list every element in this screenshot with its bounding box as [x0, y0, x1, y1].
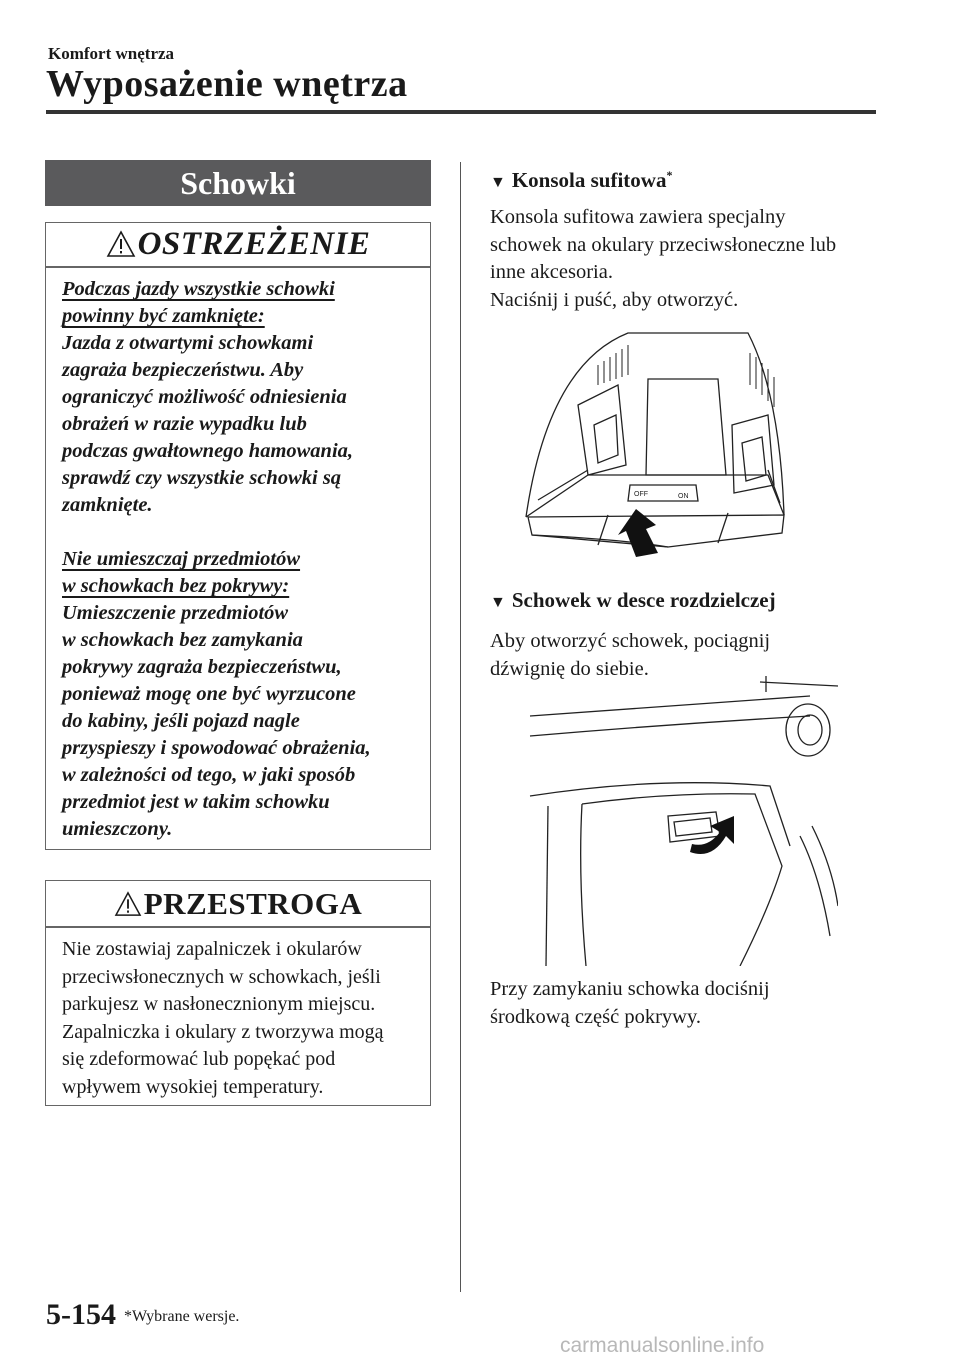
warning-line: w zależności od tego, w jaki sposób — [62, 764, 356, 786]
section-label: Komfort wnętrza — [48, 44, 175, 63]
paragraph-gap — [62, 519, 424, 546]
text-line: Naciśnij i puść, aby otworzyć. — [490, 288, 739, 311]
text-line: środkową część pokrywy. — [490, 1005, 702, 1028]
caution-body — [62, 936, 426, 1101]
caution-line: się zdeformować lub popękać pod — [62, 1048, 336, 1070]
section-band-title: Schowki — [45, 160, 431, 206]
header-rule — [46, 110, 876, 114]
caution-header — [46, 882, 430, 926]
warning-para2-heading-2: w schowkach bez pokrywy: — [62, 575, 290, 597]
text-line: dźwignię do siebie. — [490, 657, 649, 680]
warning-line: ograniczyć możliwość odniesienia — [62, 386, 347, 408]
warning-line: zagraża bezpieczeństwu. Aby — [62, 359, 304, 381]
console-off-label: OFF — [634, 491, 648, 498]
footnote-optional: *Wybrane wersje. — [124, 1308, 240, 1325]
caution-line: wpływem wysokiej temperatury. — [62, 1075, 324, 1098]
text-line: inne akcesoria. — [490, 261, 613, 283]
pull-arrow-icon — [690, 816, 734, 854]
text-line: schowek na okulary przeciwsłoneczne lub — [490, 233, 837, 256]
warning-line: sprawdź czy wszystkie schowki są — [62, 467, 342, 489]
warning-para1-heading-2: powinny być zamknięte: — [62, 305, 265, 327]
warning-para1-heading-1: Podczas jazdy wszystkie schowki — [62, 278, 335, 300]
warning-line: przedmiot jest w takim schowku — [62, 791, 330, 813]
section-heading-glove-box — [490, 588, 776, 613]
warning-line: przyspieszy i spowodować obrażenia, — [62, 737, 371, 759]
warning-line: do kabiny, jeśli pojazd nagle — [62, 710, 300, 732]
warning-header — [46, 223, 430, 265]
warning-line: Umieszczenie przedmiotów — [62, 602, 289, 624]
caution-line: parkujesz w nasłonecznionym miejscu. — [62, 993, 376, 1015]
warning-line: w schowkach bez zamykania — [62, 629, 303, 651]
caution-line: Nie zostawiaj zapalniczek i okularów — [62, 938, 362, 960]
caution-rule — [46, 926, 430, 928]
warning-line: Jazda z otwartymi schowkami — [62, 332, 314, 354]
overhead-console-text — [490, 204, 870, 314]
warning-line: ponieważ mogę one być wyrzucone — [62, 683, 356, 705]
warning-line: zamknięte. — [62, 494, 153, 516]
glove-box-illustration — [520, 676, 838, 966]
warning-body — [62, 276, 424, 843]
column-divider — [460, 162, 461, 1292]
section-title: Konsola sufitowa — [511, 168, 667, 192]
warning-title: OSTRZEŻENIE — [137, 226, 371, 262]
warning-line: podczas gwałtownego hamowania, — [62, 440, 354, 462]
text-line: Konsola sufitowa zawiera specjalny — [490, 206, 786, 228]
glove-box-closing-text — [490, 976, 870, 1031]
warning-line: obrażeń w razie wypadku lub — [62, 413, 307, 435]
watermark: carmanualsonline.info — [560, 1334, 765, 1357]
triangle-marker-icon: ▼ — [490, 174, 506, 191]
warning-triangle-icon — [106, 230, 136, 258]
caution-title: PRZESTROGA — [143, 886, 363, 921]
page-title: Wyposażenie wnętrza — [46, 63, 408, 105]
text-line: Przy zamykaniu schowka dociśnij — [490, 978, 770, 1000]
page-number: 5-154 — [46, 1298, 116, 1331]
warning-line: pokrywy zagraża bezpieczeństwu, — [62, 656, 342, 678]
warning-rule — [46, 266, 430, 268]
warning-para2-heading-1: Nie umieszczaj przedmiotów — [62, 548, 301, 570]
console-on-label: ON — [678, 493, 689, 500]
warning-triangle-icon — [114, 891, 142, 917]
section-heading-overhead-console — [490, 168, 672, 193]
glove-box-text — [490, 628, 870, 683]
overhead-console-illustration — [518, 325, 786, 557]
warning-line: umieszczony. — [62, 818, 173, 840]
optional-star: * — [666, 168, 673, 182]
caution-line: przeciwsłonecznych w schowkach, jeśli — [62, 965, 381, 988]
triangle-marker-icon: ▼ — [490, 594, 506, 611]
text-line: Aby otworzyć schowek, pociągnij — [490, 630, 771, 652]
section-title: Schowek w desce rozdzielczej — [511, 588, 776, 612]
caution-line: Zapalniczka i okulary z tworzywa mogą — [62, 1020, 384, 1043]
